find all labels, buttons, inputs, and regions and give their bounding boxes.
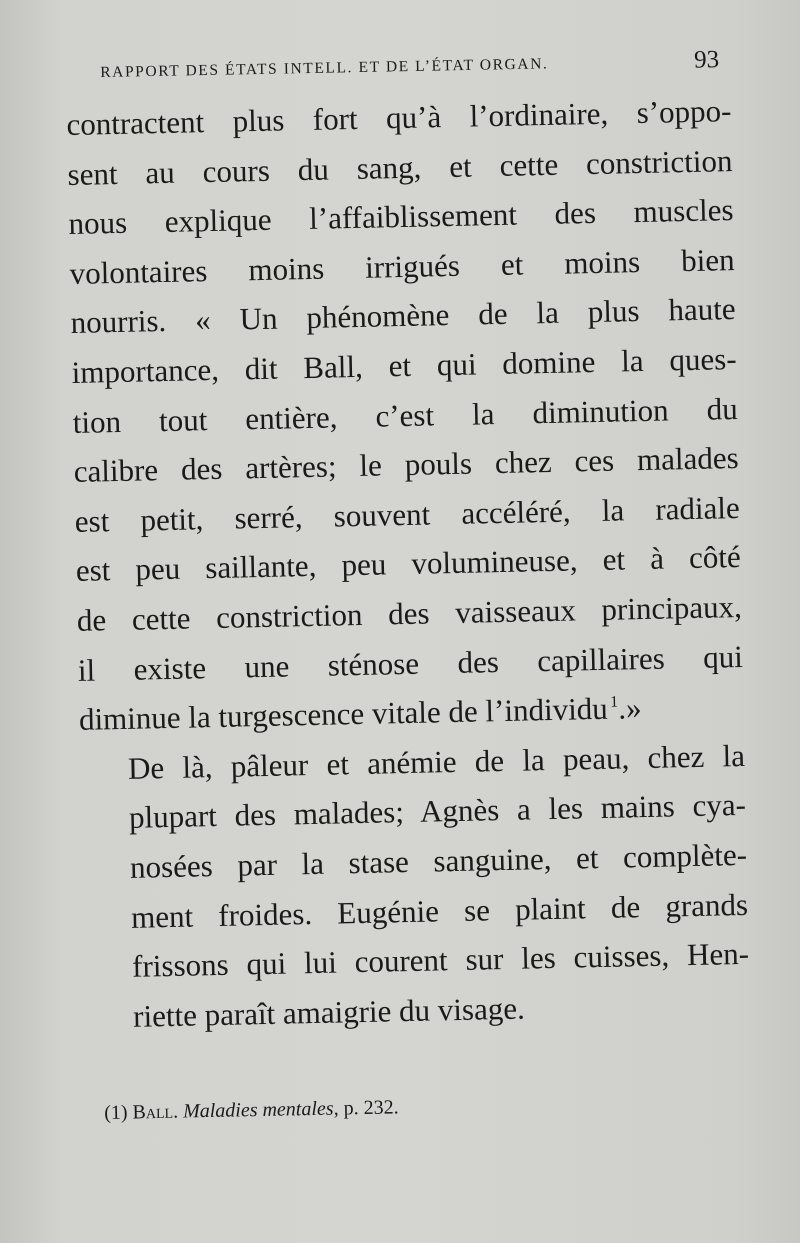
text-line: contractent plus fort qu’à l’ordinaire, s’oppo-	[66, 93, 732, 142]
footnote-number: (1)	[104, 1101, 128, 1124]
text-line: volontaires moins irrigués et moins bien	[69, 241, 735, 291]
closing-quote: .»	[617, 690, 642, 726]
footnote-author: Ball.	[132, 1100, 179, 1124]
footnote-title: Maladies mentales	[182, 1097, 334, 1123]
running-title: RAPPORT DES ÉTATS INTELL. ET DE L’ÉTAT ORGAN.	[100, 55, 549, 81]
paragraph-line: De là, pâleur et anémie de la peau, chez la	[127, 737, 746, 786]
text-line: est petit, serré, souvent accéléré, la radiale	[74, 489, 741, 539]
footnote-reference: 1	[610, 693, 619, 711]
text-line: importance, dit Ball, et qui domine la ques-	[71, 340, 737, 390]
paragraph-line: plupart des malades; Agnès a les mains cya-	[128, 787, 747, 836]
text-line: sent au cours du sang, et cette constriction	[67, 142, 733, 192]
text-line: nourris. « Un phénomène de la plus haute	[70, 291, 736, 341]
text-line-content: diminue la turgescence vitale de l’individu	[78, 690, 609, 737]
text-line: est peu saillante, peu volumineuse, et à côté	[75, 539, 742, 589]
footnote-page: , p. 232.	[333, 1096, 399, 1120]
paragraph-line: frissons qui lui courent sur les cuisses, Hen-	[131, 935, 750, 984]
body-text	[66, 86, 751, 1042]
paragraph-line: nosées par la stase sanguine, et complète-	[129, 836, 748, 885]
text-line: nous explique l’affaiblissement des muscles	[68, 192, 734, 242]
text-line: de cette constriction des vaisseaux principaux,	[76, 588, 743, 638]
paragraph-line: riette paraît amaigrie du visage.	[132, 990, 526, 1034]
text-line: tion tout entière, c’est la diminution du	[72, 390, 738, 440]
text-line: il existe une sténose des capillaires qui	[77, 638, 744, 688]
page-number: 93	[693, 46, 720, 74]
footnote	[104, 1096, 399, 1125]
text-line: calibre des artères; le pouls chez ces malades	[73, 440, 740, 490]
paragraph-line: ment froides. Eugénie se plaint de grands	[130, 886, 749, 935]
running-head	[100, 46, 725, 88]
